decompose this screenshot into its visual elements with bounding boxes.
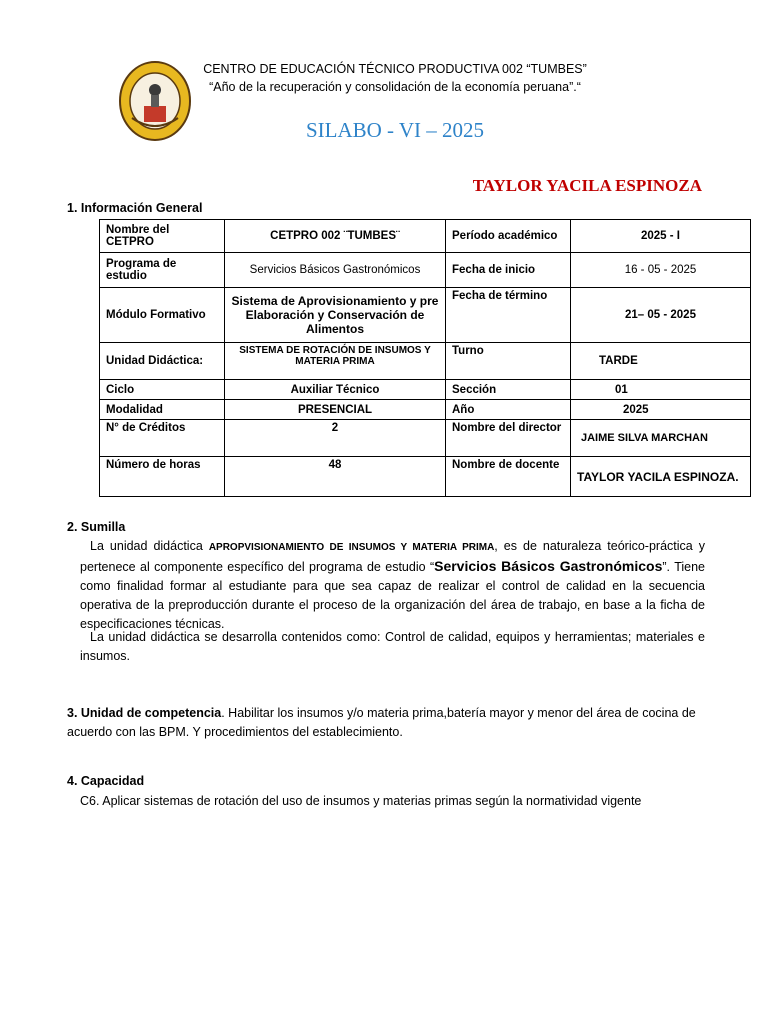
cell-value: 16 - 05 - 2025	[571, 253, 751, 288]
cell-value: 21– 05 - 2025	[571, 288, 751, 343]
cell-value: 01	[571, 380, 751, 400]
sumilla-paragraph-2: La unidad didáctica se desarrolla contenidos como: Control de calidad, equipos y herramientas; materiales e insumos.	[80, 630, 705, 663]
sumilla-text: , es de naturaleza teórico-práctica y pertenece al componente específico del programa de estudio “	[80, 539, 705, 574]
cell-value: 2	[225, 420, 446, 457]
table-row	[100, 220, 751, 253]
table-row	[100, 400, 751, 420]
table-row	[100, 288, 751, 343]
institution-name: CENTRO DE EDUCACIÓN TÉCNICO PRODUCTIVA 002 “TUMBES”	[203, 62, 587, 76]
table-row	[100, 457, 751, 497]
cell-value: TAYLOR YACILA ESPINOZA.	[571, 457, 751, 497]
cell-value: Sistema de Aprovisionamiento y pre Elaboración y Conservación de Alimentos	[225, 288, 446, 343]
cell-value: PRESENCIAL	[225, 400, 446, 420]
cell-label: Número de horas	[100, 457, 225, 497]
cell-value: SISTEMA DE ROTACIÓN DE INSUMOS Y MATERIA PRIMA	[225, 343, 446, 380]
sumilla-text: La unidad didáctica	[90, 539, 209, 553]
cell-value: CETPRO 002 ¨TUMBES¨	[225, 220, 446, 253]
sumilla-program-name: Servicios Básicos Gastronómicos	[434, 558, 663, 574]
table-row	[100, 253, 751, 288]
sumilla-text: ”. Tiene como finalidad formar al estudiante para que sea capaz de realizar el control de calidad en la secuencia operativa de la preproducción durante el proceso de la organización del área de trabajo, en base a la ficha de especificaciones técnicas.	[80, 560, 705, 631]
sumilla-paragraph	[80, 537, 705, 634]
table-row	[100, 420, 751, 457]
page-title: SILABO - VI – 2025	[305, 118, 485, 142]
cell-value: 2025	[571, 400, 751, 420]
cell-label: Nombre del director	[446, 420, 571, 457]
cell-label: Sección	[446, 380, 571, 400]
cell-label: N° de Créditos	[100, 420, 225, 457]
cell-label: Módulo Formativo	[100, 288, 225, 343]
cell-value: JAIME SILVA MARCHAN	[571, 420, 751, 457]
capacidad-text: C6. Aplicar sistemas de rotación del uso de insumos y materias primas según la normatividad vigente	[80, 794, 642, 808]
cell-label: Fecha de inicio	[446, 253, 571, 288]
motto: “Año de la recuperación y consolidación de la economía peruana”.“	[209, 80, 581, 94]
info-table	[99, 219, 751, 497]
cell-label: Período académico	[446, 220, 571, 253]
cell-label: Fecha de término	[446, 288, 571, 343]
cell-label: Año	[446, 400, 571, 420]
cell-label: Unidad Didáctica:	[100, 343, 225, 380]
cell-value: 2025 - I	[571, 220, 751, 253]
table-row	[100, 343, 751, 380]
section-heading-info: 1. Información General	[67, 201, 203, 215]
section-heading-competencia: 3. Unidad de competencia	[67, 706, 222, 720]
competencia-text: . Habilitar los insumos y/o materia prima,batería mayor y menor del área de cocina de acuerdo con las BPM. Y procedimientos del establecimiento.	[67, 706, 696, 739]
cell-label: Nombre de docente	[446, 457, 571, 497]
section-heading-sumilla: 2. Sumilla	[67, 520, 126, 534]
sumilla-unit-name: APROPVISIONAMIENTO DE INSUMOS Y MATERIA PRIMA	[208, 542, 495, 553]
cell-label: Nombre del CETPRO	[100, 220, 225, 253]
cell-label: Ciclo	[100, 380, 225, 400]
cell-label: Turno	[446, 343, 571, 380]
author-name: TAYLOR YACILA ESPINOZA	[472, 176, 702, 195]
cell-value: Servicios Básicos Gastronómicos	[225, 253, 446, 288]
cell-value: 48	[225, 457, 446, 497]
table-row	[100, 380, 751, 400]
competencia-paragraph	[67, 704, 707, 742]
section-heading-capacidad: 4. Capacidad	[67, 774, 145, 788]
cell-label: Programa de estudio	[100, 253, 225, 288]
cell-value: TARDE	[571, 343, 751, 380]
cell-value: Auxiliar Técnico	[225, 380, 446, 400]
cell-label: Modalidad	[100, 400, 225, 420]
